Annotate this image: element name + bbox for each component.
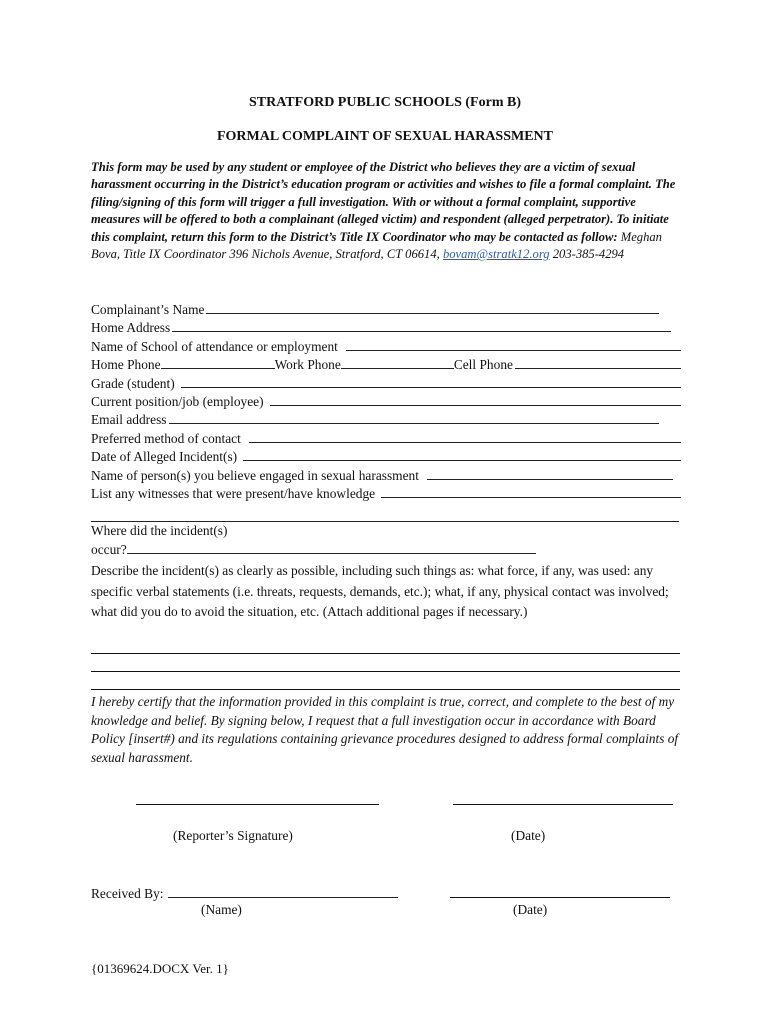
document-footer: {01369624.DOCX Ver. 1} xyxy=(91,961,229,976)
school-input[interactable] xyxy=(346,337,681,351)
incident-location-section xyxy=(91,522,681,623)
coordinator-email-link[interactable]: bovam@stratk12.org xyxy=(442,247,550,262)
field-label: Cell Phone xyxy=(453,357,513,373)
field-label: Complainant’s Name xyxy=(91,302,205,317)
witnesses-extra-line[interactable] xyxy=(91,502,679,521)
received-by-name-input[interactable] xyxy=(168,884,398,898)
field-email xyxy=(91,410,681,428)
occur-label: occur? xyxy=(91,542,127,557)
field-label: Name of person(s) you believe engaged in sexual harassment xyxy=(91,467,419,483)
reporter-signature-caption: (Reporter’s Signature) xyxy=(173,828,293,843)
field-school xyxy=(91,337,681,355)
description-line-2[interactable] xyxy=(91,671,680,672)
field-label: List any witnesses that were present/have knowledge xyxy=(91,485,376,501)
field-contact-method xyxy=(91,429,681,447)
grade-input[interactable] xyxy=(181,374,681,388)
form-subtitle: FORMAL COMPLAINT OF SEXUAL HARASSMENT xyxy=(216,129,554,144)
field-persons xyxy=(91,466,681,484)
field-complainant-name xyxy=(91,300,681,318)
email-input[interactable] xyxy=(169,410,660,424)
certification-statement: I hereby certify that the information provided in this complaint is true, correct, and complete to the best of my knowledge and belief. By signing below, I request that a full investigation occur in accordance with Board Policy [insert#) and its regulations containing grievance procedures designed to address formal complaints of sexual harassment. xyxy=(91,694,679,765)
page-title: STRATFORD PUBLIC SCHOOLS (Form B) xyxy=(249,95,521,110)
field-label: Work Phone xyxy=(274,357,341,373)
field-label: Date of Alleged Incident(s) xyxy=(91,449,238,465)
persons-input[interactable] xyxy=(427,466,673,480)
contact-method-input[interactable] xyxy=(249,429,681,443)
complainant-fields xyxy=(91,300,681,522)
received-date-line[interactable] xyxy=(450,897,670,898)
reporter-signature-line[interactable] xyxy=(136,804,379,805)
position-input[interactable] xyxy=(270,392,681,406)
complainant-name-input[interactable] xyxy=(206,300,659,314)
field-witnesses xyxy=(91,484,681,502)
field-label: Home Phone xyxy=(91,357,161,373)
signature-date-caption: (Date) xyxy=(511,828,546,843)
occur-row xyxy=(91,540,681,559)
field-phones xyxy=(91,355,681,373)
field-label: Name of School of attendance or employment xyxy=(91,338,338,354)
home-address-input[interactable] xyxy=(172,318,671,332)
where-label: Where did the incident(s) xyxy=(91,523,228,538)
incident-date-input[interactable] xyxy=(243,447,681,461)
describe-instructions: Describe the incident(s) as clearly as possible, including such things as: what force, if any, was used: any specific verbal statements (i.e. threats, requests, demands, etc.); what, if any, physical contact was involved; what did you do to avoid the situation, etc. (Attach additional pages if necessary.) xyxy=(91,563,669,619)
intro-paragraph xyxy=(91,159,681,263)
received-date-caption: (Date) xyxy=(513,902,548,917)
field-label: Grade (student) xyxy=(91,375,175,391)
field-label: Preferred method of contact xyxy=(91,430,241,446)
signature-date-line[interactable] xyxy=(453,804,673,805)
field-grade xyxy=(91,374,681,392)
received-name-caption: (Name) xyxy=(201,902,242,917)
description-line-1[interactable] xyxy=(91,653,680,654)
witnesses-input[interactable] xyxy=(381,484,681,498)
coordinator-contact: Meghan Bova, Title IX Coordinator 396 Nichols Avenue, Stratford, CT 06614, xyxy=(91,229,662,262)
home-phone-input[interactable] xyxy=(161,355,275,369)
field-position xyxy=(91,392,681,410)
field-incident-date xyxy=(91,447,681,465)
field-home-address xyxy=(91,318,681,336)
received-by-row xyxy=(91,884,398,902)
work-phone-input[interactable] xyxy=(341,355,454,369)
intro-bold-text: This form may be used by any student or employee of the District who believes they are a victim of sexual harassment occurring in the District’s education program or activities and wishes to file a formal complaint. The filing/signing of this form will trigger a full investigation. With or without a formal complaint, supportive measures will be offered to both a complainant (alleged victim) and respondent (alleged perpetrator). To initiate this complaint, return this form to the District’s Title IX Coordinator who may be contacted as follow: xyxy=(91,160,676,244)
description-line-3[interactable] xyxy=(91,689,680,690)
coordinator-phone: 203-385-4294 xyxy=(552,247,625,262)
field-label: Home Address xyxy=(91,320,171,336)
received-by-label: Received By: xyxy=(91,886,164,901)
field-label: Current position/job (employee) xyxy=(91,393,264,409)
field-label: Email address xyxy=(91,412,167,428)
cell-phone-input[interactable] xyxy=(515,355,681,369)
location-input[interactable] xyxy=(127,540,536,554)
